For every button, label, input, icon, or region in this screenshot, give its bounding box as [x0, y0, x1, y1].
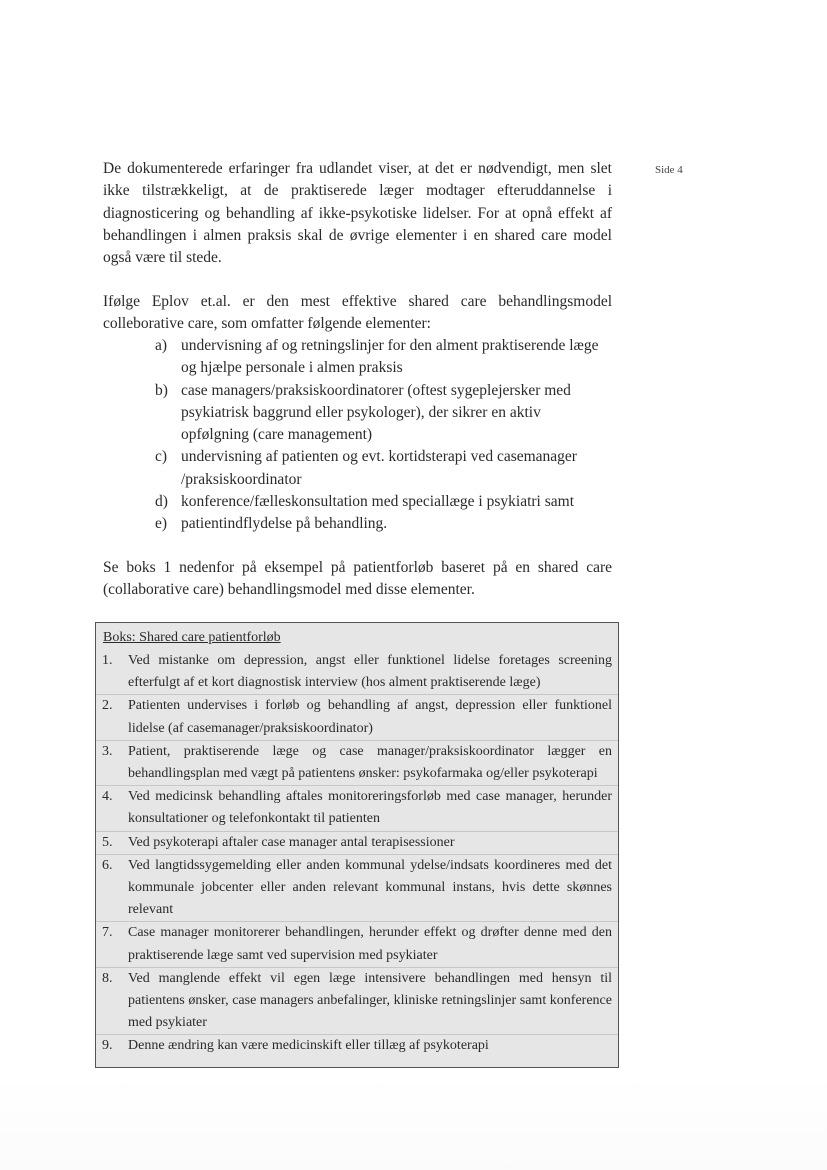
box-item-text: Ved langtidssygemelding eller anden kommunal ydelse/indsats koordineres med det kommunale jobcenter eller anden relevant kommunal instans, hvis dette skønnes relevant	[128, 857, 612, 918]
list-item-text: undervisning af og retningslinjer for den alment praktiserende læge og hjælpe personale i almen praksis	[181, 337, 599, 377]
list-item-text: case managers/praksiskoordinatorer (oftest sygeplejersker med psykiatrisk baggrund eller psykologer), der sikrer en aktiv opfølgning (care management)	[181, 381, 571, 444]
box-list	[96, 650, 618, 1058]
box-item-number: 4.	[102, 789, 113, 805]
box-item-number: 1.	[102, 653, 113, 668]
paragraph-model: Ifølge Eplov et.al. er den mest effektive shared care behandlingsmodel colleborative care, som omfatter følgende elementer:	[103, 293, 612, 333]
box-item-number: 9.	[102, 1038, 113, 1054]
box-list-item	[96, 854, 618, 922]
box-list-item	[96, 785, 618, 830]
box-item-text: Ved mistanke om depression, angst eller funktionel lidelse foretages screening efterfulgt af et kort diagnostisk interview (hos alment praktiserende læge)	[128, 653, 612, 691]
list-item-text: undervisning af patienten og evt. kortidsterapi ved casemanager /praksiskoordinator	[181, 448, 577, 488]
box-item-number: 8.	[102, 970, 113, 986]
list-marker: e)	[155, 515, 168, 533]
box-list-item	[96, 694, 618, 739]
list-marker: b)	[155, 381, 168, 399]
box-item-text: Ved manglende effekt vil egen læge intensivere behandlingen med hensyn til patientens ønsker, case managers anbefalinger, kliniske retningslinjer samt konference med psykiater	[128, 970, 612, 1031]
list-item	[155, 446, 612, 491]
box-item-number: 6.	[102, 857, 113, 873]
box-list-item	[96, 650, 618, 694]
box-list-item	[96, 921, 618, 966]
patient-pathway-box	[95, 622, 619, 1068]
list-item-text: patientindflydelse på behandling.	[181, 515, 388, 533]
box-list-item	[96, 740, 618, 785]
list-item	[155, 380, 612, 447]
box-item-number: 2.	[102, 698, 113, 714]
box-item-number: 3.	[102, 743, 113, 759]
paragraph-intro: De dokumenterede erfaringer fra udlandet viser, at det er nødvendigt, men slet ikke tilstrækkeligt, at de praktiserede læger modtager efteruddannelse i diagnosticering og behandling af ikke-psykotiske lidelser. For at opnå effekt af behandlingen i almen praksis skal de øvrige elementer i en shared care model også være til stede.	[103, 160, 612, 267]
list-marker: d)	[155, 493, 168, 511]
list-item	[155, 335, 612, 380]
box-item-number: 5.	[102, 834, 113, 850]
list-marker: c)	[155, 448, 168, 466]
page-bottom-margin	[0, 1075, 827, 1170]
box-item-text: Ved medicinsk behandling aftales monitoreringsforløb med case manager, herunder konsultationer og telefonkontakt til patienten	[128, 789, 612, 827]
box-list-item	[96, 831, 618, 854]
box-item-text: Denne ændring kan være medicinskift eller tillæg af psykoterapi	[128, 1038, 489, 1054]
list-item-text: konference/fælleskonsultation med speciallæge i psykiatri samt	[181, 493, 575, 511]
box-item-text: Case manager monitorerer behandlingen, herunder effekt og drøfter denne med den praktiserende læge samt ved supervision med psykiater	[128, 925, 612, 963]
box-list-item	[96, 1034, 618, 1057]
paragraph-box-intro: Se boks 1 nedenfor på eksempel på patientforløb baseret på en shared care (collaborative care) behandlingsmodel med disse elementer.	[103, 559, 612, 599]
box-item-number: 7.	[102, 925, 113, 941]
box-list-item	[96, 967, 618, 1035]
box-item-text: Patient, praktiserende læge og case manager/praksiskoordinator lægger en behandlingsplan med vægt på patientens ønsker: psykofarmaka og/eller psykoterapi	[128, 743, 612, 782]
list-marker: a)	[155, 337, 168, 354]
box-item-text: Ved psykoterapi aftaler case manager antal terapisessioner	[128, 834, 455, 850]
list-item	[155, 513, 612, 535]
elements-list	[155, 335, 612, 536]
box-item-text: Patienten undervises i forløb og behandling af angst, depression eller funktionel lidelse (af casemanager/praksiskoordinator)	[128, 698, 612, 736]
list-item	[155, 491, 612, 513]
box-title: Boks: Shared care patientforløb	[103, 630, 281, 645]
page-number: Side 4	[655, 164, 683, 176]
